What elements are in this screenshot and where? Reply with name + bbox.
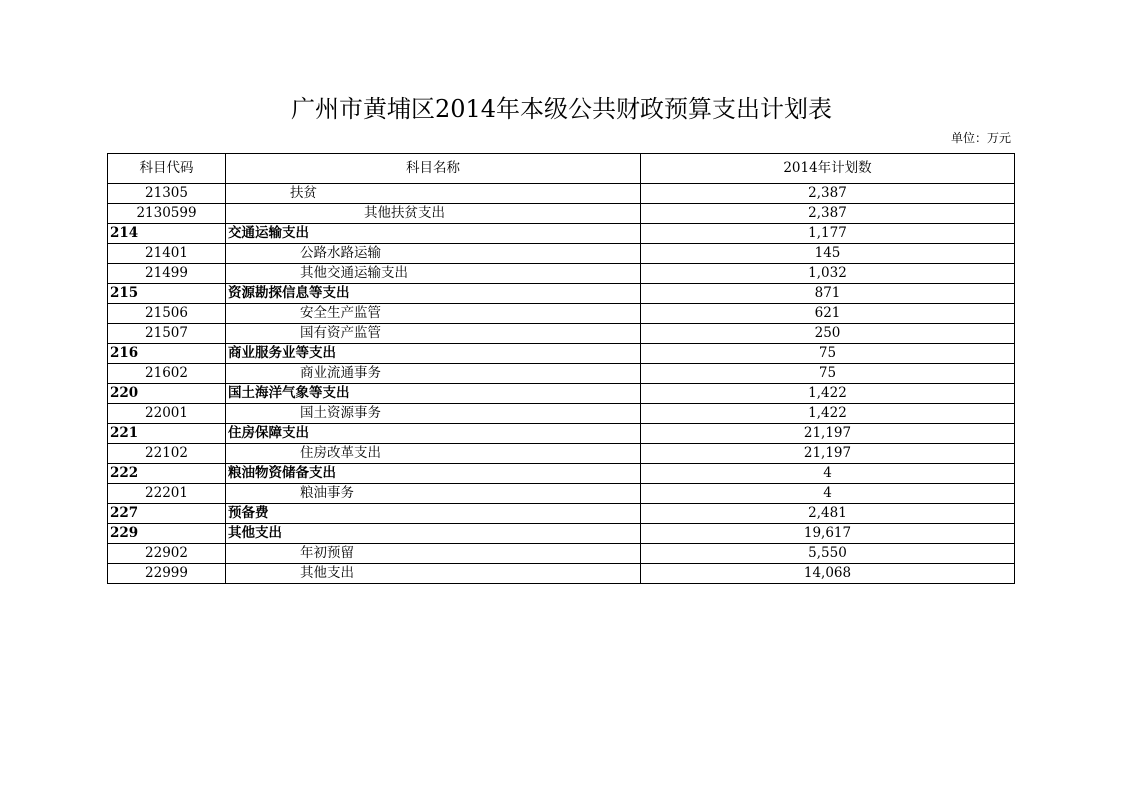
planned-amount-cell: 250 [641, 324, 1015, 344]
planned-amount-cell: 2,387 [641, 184, 1015, 204]
subject-code-cell: 22201 [108, 484, 226, 504]
table-row [108, 284, 1015, 304]
table-row [108, 524, 1015, 544]
subject-name-cell: 商业流通事务 [226, 364, 641, 384]
planned-amount-cell: 75 [641, 344, 1015, 364]
subject-code-cell: 2130599 [108, 204, 226, 224]
table-row [108, 464, 1015, 484]
table-row [108, 484, 1015, 504]
planned-amount-cell: 75 [641, 364, 1015, 384]
subject-code-cell: 222 [108, 464, 226, 484]
subject-name-cell: 公路水路运输 [226, 244, 641, 264]
subject-name-cell: 粮油物资储备支出 [226, 464, 641, 484]
subject-name-cell: 扶贫 [226, 184, 641, 204]
subject-name-cell: 其他支出 [226, 524, 641, 544]
table-row [108, 224, 1015, 244]
subject-code-cell: 216 [108, 344, 226, 364]
subject-name-cell: 粮油事务 [226, 484, 641, 504]
planned-amount-cell: 5,550 [641, 544, 1015, 564]
budget-table [107, 153, 1015, 584]
subject-code-cell: 214 [108, 224, 226, 244]
header-amount: 2014年计划数 [641, 154, 1015, 184]
subject-name-cell: 其他交通运输支出 [226, 264, 641, 284]
table-row [108, 504, 1015, 524]
table-row [108, 244, 1015, 264]
table-row [108, 344, 1015, 364]
header-code: 科目代码 [108, 154, 226, 184]
table-body [108, 184, 1015, 584]
subject-name-cell: 年初预留 [226, 544, 641, 564]
subject-code-cell: 21499 [108, 264, 226, 284]
planned-amount-cell: 621 [641, 304, 1015, 324]
subject-code-cell: 22999 [108, 564, 226, 584]
planned-amount-cell: 21,197 [641, 424, 1015, 444]
unit-label: 单位：万元 [950, 131, 1011, 145]
subject-code-cell: 22902 [108, 544, 226, 564]
subject-code-cell: 227 [108, 504, 226, 524]
document-title: 广州市黄埔区2014年本级公共财政预算支出计划表 [290, 95, 833, 123]
table-row [108, 564, 1015, 584]
table-row [108, 184, 1015, 204]
planned-amount-cell: 4 [641, 464, 1015, 484]
planned-amount-cell: 1,422 [641, 404, 1015, 424]
subject-name-cell: 资源勘探信息等支出 [226, 284, 641, 304]
table-row [108, 364, 1015, 384]
subject-name-cell: 其他扶贫支出 [226, 204, 641, 224]
planned-amount-cell: 1,032 [641, 264, 1015, 284]
planned-amount-cell: 1,177 [641, 224, 1015, 244]
planned-amount-cell: 2,387 [641, 204, 1015, 224]
planned-amount-cell: 1,422 [641, 384, 1015, 404]
planned-amount-cell: 21,197 [641, 444, 1015, 464]
subject-name-cell: 国有资产监管 [226, 324, 641, 344]
table-row [108, 384, 1015, 404]
table-row [108, 444, 1015, 464]
subject-name-cell: 预备费 [226, 504, 641, 524]
header-name: 科目名称 [226, 154, 641, 184]
subject-name-cell: 住房保障支出 [226, 424, 641, 444]
planned-amount-cell: 145 [641, 244, 1015, 264]
planned-amount-cell: 14,068 [641, 564, 1015, 584]
subject-name-cell: 住房改革支出 [226, 444, 641, 464]
subject-name-cell: 国土海洋气象等支出 [226, 384, 641, 404]
planned-amount-cell: 2,481 [641, 504, 1015, 524]
subject-code-cell: 215 [108, 284, 226, 304]
subject-code-cell: 220 [108, 384, 226, 404]
subject-code-cell: 22102 [108, 444, 226, 464]
subject-code-cell: 21506 [108, 304, 226, 324]
subject-code-cell: 221 [108, 424, 226, 444]
subject-name-cell: 安全生产监管 [226, 304, 641, 324]
table-row [108, 204, 1015, 224]
subject-code-cell: 21507 [108, 324, 226, 344]
table-header-row [108, 154, 1015, 184]
subject-code-cell: 21305 [108, 184, 226, 204]
planned-amount-cell: 19,617 [641, 524, 1015, 544]
subject-code-cell: 229 [108, 524, 226, 544]
subject-name-cell: 其他支出 [226, 564, 641, 584]
subject-name-cell: 交通运输支出 [226, 224, 641, 244]
subject-code-cell: 21401 [108, 244, 226, 264]
planned-amount-cell: 4 [641, 484, 1015, 504]
table-row [108, 324, 1015, 344]
subject-code-cell: 21602 [108, 364, 226, 384]
table-row [108, 424, 1015, 444]
planned-amount-cell: 871 [641, 284, 1015, 304]
table-row [108, 304, 1015, 324]
subject-code-cell: 22001 [108, 404, 226, 424]
subject-name-cell: 国土资源事务 [226, 404, 641, 424]
table-row [108, 264, 1015, 284]
table-row [108, 404, 1015, 424]
subject-name-cell: 商业服务业等支出 [226, 344, 641, 364]
table-row [108, 544, 1015, 564]
